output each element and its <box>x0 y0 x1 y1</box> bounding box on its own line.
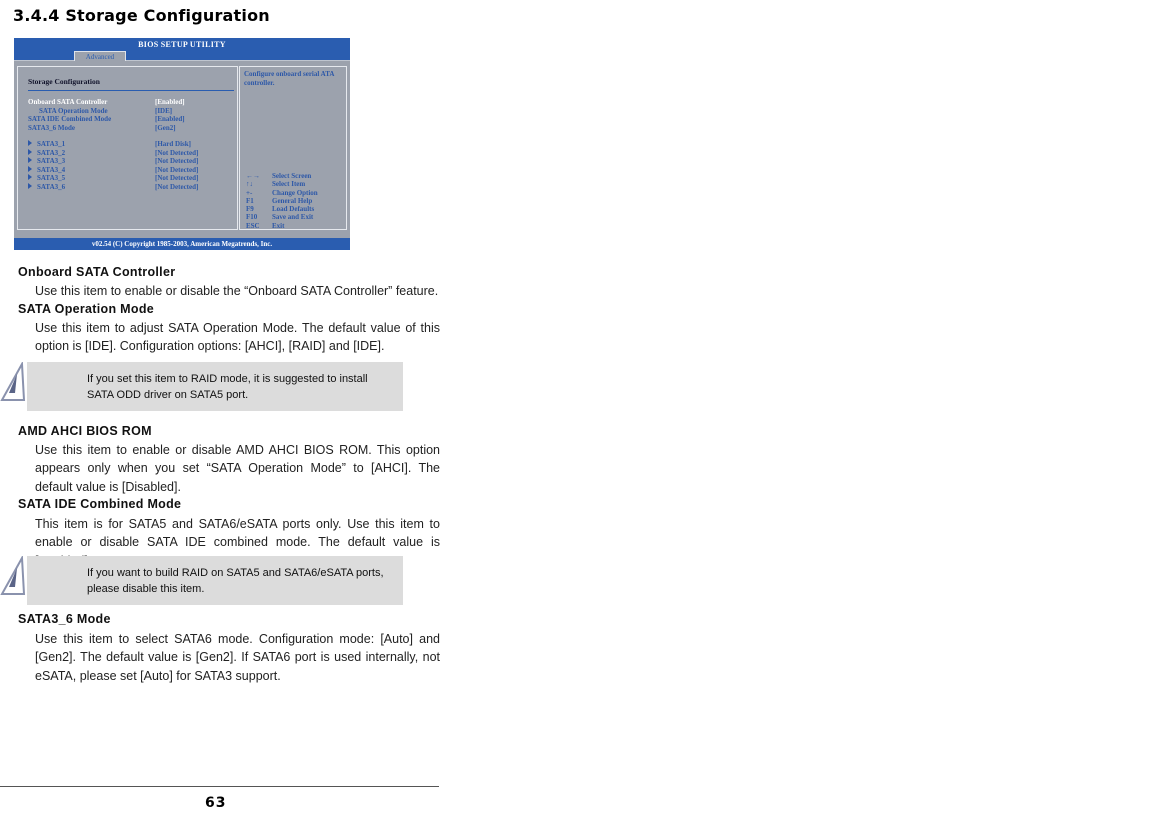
note-raid-mode <box>27 362 403 411</box>
bios-item-value: [IDE] <box>155 106 173 115</box>
bios-port-value: [Not Detected] <box>155 157 199 165</box>
bios-key-row <box>246 197 318 205</box>
bios-key: +- <box>246 188 253 197</box>
bios-item-label: SATA3_6 Mode <box>28 123 75 132</box>
bios-divider <box>28 90 234 91</box>
bios-key-action: Change Option <box>272 188 318 197</box>
bios-footer: v02.54 (C) Copyright 1985-2003, American Megatrends, Inc. <box>14 238 350 250</box>
bios-port-name: SATA3_4 <box>37 165 66 174</box>
bios-key-row <box>246 172 318 180</box>
bios-port-value: [Not Detected] <box>155 182 199 191</box>
heading-amd-ahci-bios-rom: AMD AHCI BIOS ROM <box>18 424 152 438</box>
bios-key-action: General Help <box>272 196 313 205</box>
bios-key: ↑↓ <box>246 180 253 189</box>
bios-item-value: [Enabled] <box>155 98 185 106</box>
bios-key: F10 <box>246 213 258 222</box>
desc-sata3-6-mode: Use this item to select SATA6 mode. Configuration mode: [Auto] and [Gen2]. The default value is [Gen2]. If SATA6 port is used internally, not eSATA, please set [Auto] for SATA3 support. <box>35 632 440 683</box>
bios-key-action: Save and Exit <box>272 213 314 222</box>
bios-key-action: Select Screen <box>272 172 312 180</box>
bios-tab-bar <box>14 52 350 61</box>
bios-port-name: SATA3_5 <box>37 174 66 182</box>
footer-divider <box>0 786 439 787</box>
bios-key-row <box>246 213 318 221</box>
bios-heading: Storage Configuration <box>28 77 100 86</box>
bios-port-value: [Hard Disk] <box>155 140 191 148</box>
bios-key: F9 <box>246 205 254 214</box>
warning-triangle-icon <box>0 362 26 404</box>
bios-key-legend <box>246 172 318 230</box>
desc-amd-ahci-bios-rom: Use this item to enable or disable AMD AHCI BIOS ROM. This option appears only when you set “SATA Operation Mode” to [AHCI]. The default value is [Disabled]. <box>35 443 440 494</box>
bios-key-action: Select Item <box>272 180 306 189</box>
desc-sata-operation-mode: Use this item to adjust SATA Operation Mode. The default value of this option is [IDE]. Configuration options: [AHCI], [RAID] and [IDE]. <box>35 321 440 354</box>
bios-port-label <box>28 149 65 157</box>
bios-port-value: [Not Detected] <box>155 165 199 174</box>
bios-port-label <box>28 157 65 165</box>
triangle-right-icon <box>28 149 32 155</box>
bios-tab-advanced[interactable]: Advanced <box>74 51 126 61</box>
triangle-right-icon <box>28 140 32 146</box>
section-title: 3.4.4 Storage Configuration <box>13 6 270 25</box>
bios-key-row <box>246 189 318 197</box>
bios-key-action: Exit <box>272 221 285 230</box>
bios-port-label <box>28 166 65 174</box>
heading-sata-operation-mode: SATA Operation Mode <box>18 302 155 316</box>
triangle-right-icon <box>28 174 32 180</box>
triangle-right-icon <box>28 183 32 189</box>
bios-screen <box>14 38 350 250</box>
bios-help-panel <box>239 66 347 230</box>
bios-item-value: [Gen2] <box>155 123 176 132</box>
bios-item-label: SATA Operation Mode <box>39 106 108 115</box>
page-number: 63 <box>205 795 227 811</box>
bios-item-label: SATA IDE Combined Mode <box>28 115 112 123</box>
bios-key: F1 <box>246 196 254 205</box>
heading-onboard-sata-controller: Onboard SATA Controller <box>18 265 176 279</box>
triangle-right-icon <box>28 166 32 172</box>
desc-sata-ide-combined-mode: This item is for SATA5 and SATA6/eSATA ports only. Use this item to enable or disable SATA IDE combined mode. The default value is <box>35 517 440 550</box>
heading-sata3-6-mode: SATA3_6 Mode <box>18 612 111 626</box>
bios-key: ESC <box>246 221 260 230</box>
warning-triangle-icon <box>0 556 26 598</box>
bios-port-label <box>28 174 65 182</box>
desc-onboard-sata-controller: Use this item to enable or disable the “Onboard SATA Controller” feature. <box>35 284 439 298</box>
bios-key-action: Load Defaults <box>272 205 315 214</box>
bios-port-value: [Not Detected] <box>155 148 199 157</box>
heading-sata-ide-combined-mode: SATA IDE Combined Mode <box>18 497 182 511</box>
note-text: If you want to build RAID on SATA5 and SATA6/eSATA ports, please disable this item. <box>87 567 384 595</box>
bios-key: ←→ <box>246 172 260 180</box>
bios-key-row <box>246 222 318 230</box>
bios-port-label <box>28 140 65 148</box>
bios-item-label: Onboard SATA Controller <box>28 98 108 106</box>
bios-port-label <box>28 183 65 191</box>
note-text: If you set this item to RAID mode, it is suggested to install SATA ODD driver on SATA5 port. <box>87 373 368 401</box>
bios-port-name: SATA3_2 <box>37 148 66 157</box>
bios-key-row <box>246 180 318 188</box>
bios-port-name: SATA3_6 <box>37 182 66 191</box>
bios-port-value: [Not Detected] <box>155 174 199 182</box>
bios-port-name: SATA3_3 <box>37 157 66 165</box>
bios-item-value: [Enabled] <box>155 115 185 123</box>
triangle-right-icon <box>28 157 32 163</box>
note-build-raid <box>27 556 403 605</box>
bios-title: BIOS SETUP UTILITY <box>14 38 350 52</box>
bios-key-row <box>246 205 318 213</box>
bios-settings-panel <box>17 66 238 230</box>
bios-help-text: Configure onboard serial ATA controller. <box>244 70 335 87</box>
bios-port-name: SATA3_1 <box>37 140 66 148</box>
